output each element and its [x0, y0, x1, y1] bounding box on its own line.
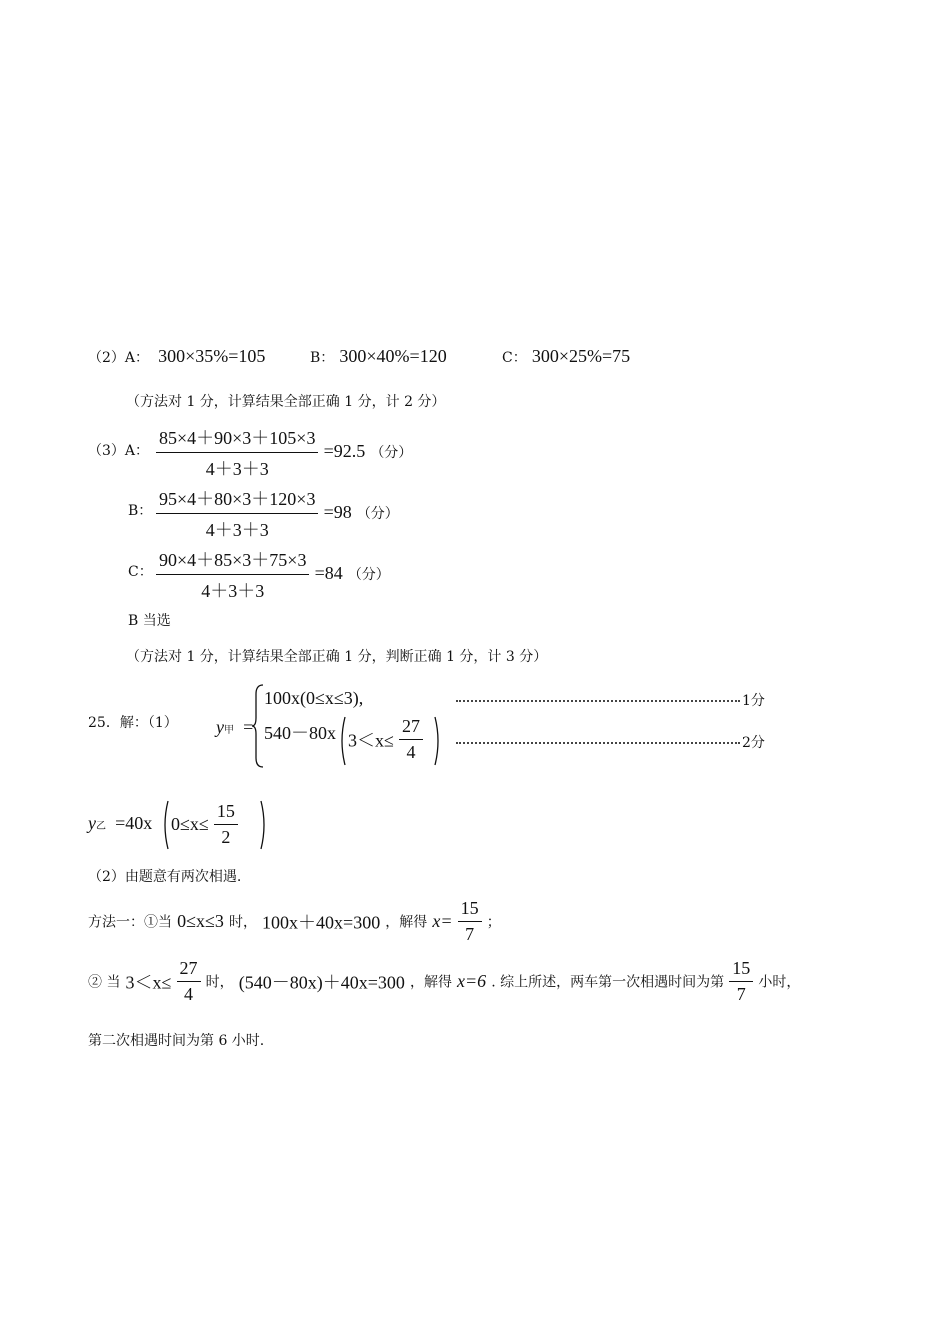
y-yi-cond-text: 0≤x≤ — [171, 814, 209, 834]
method2-summary: . 综上所述，两车第一次相遇时间为第 — [491, 974, 725, 991]
part2-b-label: B： — [310, 350, 335, 366]
method1-x: x= — [432, 911, 453, 931]
method2-denominator2: 7 — [736, 984, 746, 1004]
part3-a-fraction — [156, 424, 318, 481]
case2-condition — [348, 716, 423, 763]
case2-left-paren — [338, 716, 346, 766]
part2-c-label: C： — [502, 350, 527, 366]
part3-a-denominator: 4＋3＋3 — [205, 459, 269, 479]
part3-c-denominator: 4＋3＋3 — [201, 581, 265, 601]
method1-when: 时， — [228, 914, 257, 931]
method2-eq: (540－80x)＋40x=300 — [238, 972, 405, 993]
case1: 100x(0≤x≤3), — [264, 688, 364, 708]
part3-b-fraction — [156, 485, 318, 542]
y-yi-right-paren — [260, 800, 268, 850]
method1-line — [88, 898, 501, 945]
method1-fraction — [458, 898, 482, 945]
part2-c-expr: 300×25%=75 — [531, 346, 631, 366]
part3-c-formula — [156, 546, 390, 603]
y-yi-condition — [171, 801, 238, 848]
method1-prefix: 方法一：①当 — [88, 914, 172, 931]
case2-right-paren — [434, 716, 442, 766]
part3-b-denominator: 4＋3＋3 — [205, 520, 269, 540]
part2-b — [310, 346, 447, 367]
cases-brace — [252, 684, 264, 768]
y-yi-subscript: 乙 — [96, 821, 106, 832]
method1-end: ； — [486, 914, 501, 931]
part2-label: （2）A： — [88, 350, 150, 366]
part3-b-unit: （分） — [356, 506, 399, 522]
part3-c-result: =84 — [314, 563, 343, 583]
case2 — [264, 719, 336, 745]
method1-numerator: 15 — [458, 898, 482, 922]
method1-eq: 100x＋40x=300 — [262, 912, 381, 933]
case2-cond-text: 3＜x≤ — [348, 730, 394, 751]
part2-c — [502, 346, 630, 367]
y-yi-fraction — [214, 801, 238, 848]
y-yi-symbol: y — [88, 813, 96, 833]
method2-prefix: ② 当 — [88, 974, 121, 991]
method2-denominator: 4 — [184, 984, 194, 1004]
part3-b-result: =98 — [323, 502, 352, 522]
y-yi-numerator: 15 — [214, 801, 238, 825]
score1: 1分 — [742, 693, 765, 709]
y-yi-left-paren — [161, 800, 169, 850]
method2-hour: 小时， — [758, 974, 801, 991]
case2-prefix: 540－80x — [264, 723, 336, 743]
part2-b-expr: 300×40%=120 — [339, 346, 447, 366]
part2-note: （方法对 1 分，计算结果全部正确 1 分，计 2 分） — [126, 394, 446, 410]
method2-cond: 3＜x≤ — [125, 972, 172, 993]
part3-a-result: =92.5 — [323, 441, 366, 461]
y-jia-eq: = — [243, 717, 254, 737]
part3-note: （方法对 1 分，计算结果全部正确 1 分，判断正确 1 分，计 3 分） — [126, 649, 548, 665]
final-line: 第二次相遇时间为第 6 小时. — [88, 1033, 265, 1049]
part3-c-label: C： — [128, 564, 153, 580]
score2-leader — [456, 742, 740, 744]
score2: 2分 — [742, 735, 765, 751]
q25-part2-intro: （2）由题意有两次相遇. — [88, 869, 242, 885]
y-jia — [216, 717, 253, 738]
method2-numerator: 27 — [177, 958, 201, 982]
y-jia-subscript: 甲 — [224, 725, 234, 736]
case2-denominator: 4 — [406, 742, 416, 762]
method2-when: 时， — [205, 974, 234, 991]
part3-choice: B 当选 — [128, 613, 171, 629]
part3-c-unit: （分） — [347, 567, 390, 583]
part2-a-expr: 300×35%=105 — [158, 346, 266, 366]
method1-denominator: 7 — [465, 924, 475, 944]
part3-c-numerator: 90×4＋85×3＋75×3 — [156, 546, 309, 575]
case2-numerator: 27 — [399, 716, 423, 740]
part3-c-fraction — [156, 546, 309, 603]
method2-numerator2: 15 — [729, 958, 753, 982]
part3-a-unit: （分） — [370, 445, 413, 461]
method2-x: x=6 — [457, 971, 487, 991]
part3-b-numerator: 95×4＋80×3＋120×3 — [156, 485, 318, 514]
case2-fraction — [399, 716, 423, 763]
y-jia-symbol: y — [216, 717, 224, 737]
score1-leader — [456, 700, 740, 702]
method2-fraction2 — [729, 958, 753, 1005]
method1-solve: ，解得 — [385, 914, 428, 931]
part2-line — [88, 346, 265, 367]
part3-a-label: （3）A： — [88, 443, 150, 459]
part3-a-numerator: 85×4＋90×3＋105×3 — [156, 424, 318, 453]
method2-line — [88, 958, 800, 1005]
part3-a-formula — [156, 424, 412, 481]
part3-b-formula — [156, 485, 399, 542]
method2-solve: ，解得 — [409, 974, 452, 991]
q25-label: 25．解：（1） — [88, 715, 178, 731]
part3-b-label: B： — [128, 503, 153, 519]
method2-fraction — [177, 958, 201, 1005]
y-yi — [88, 813, 152, 834]
y-yi-expr: =40x — [115, 813, 153, 833]
y-yi-denominator: 2 — [221, 827, 231, 847]
method1-cond: 0≤x≤3 — [177, 911, 224, 931]
